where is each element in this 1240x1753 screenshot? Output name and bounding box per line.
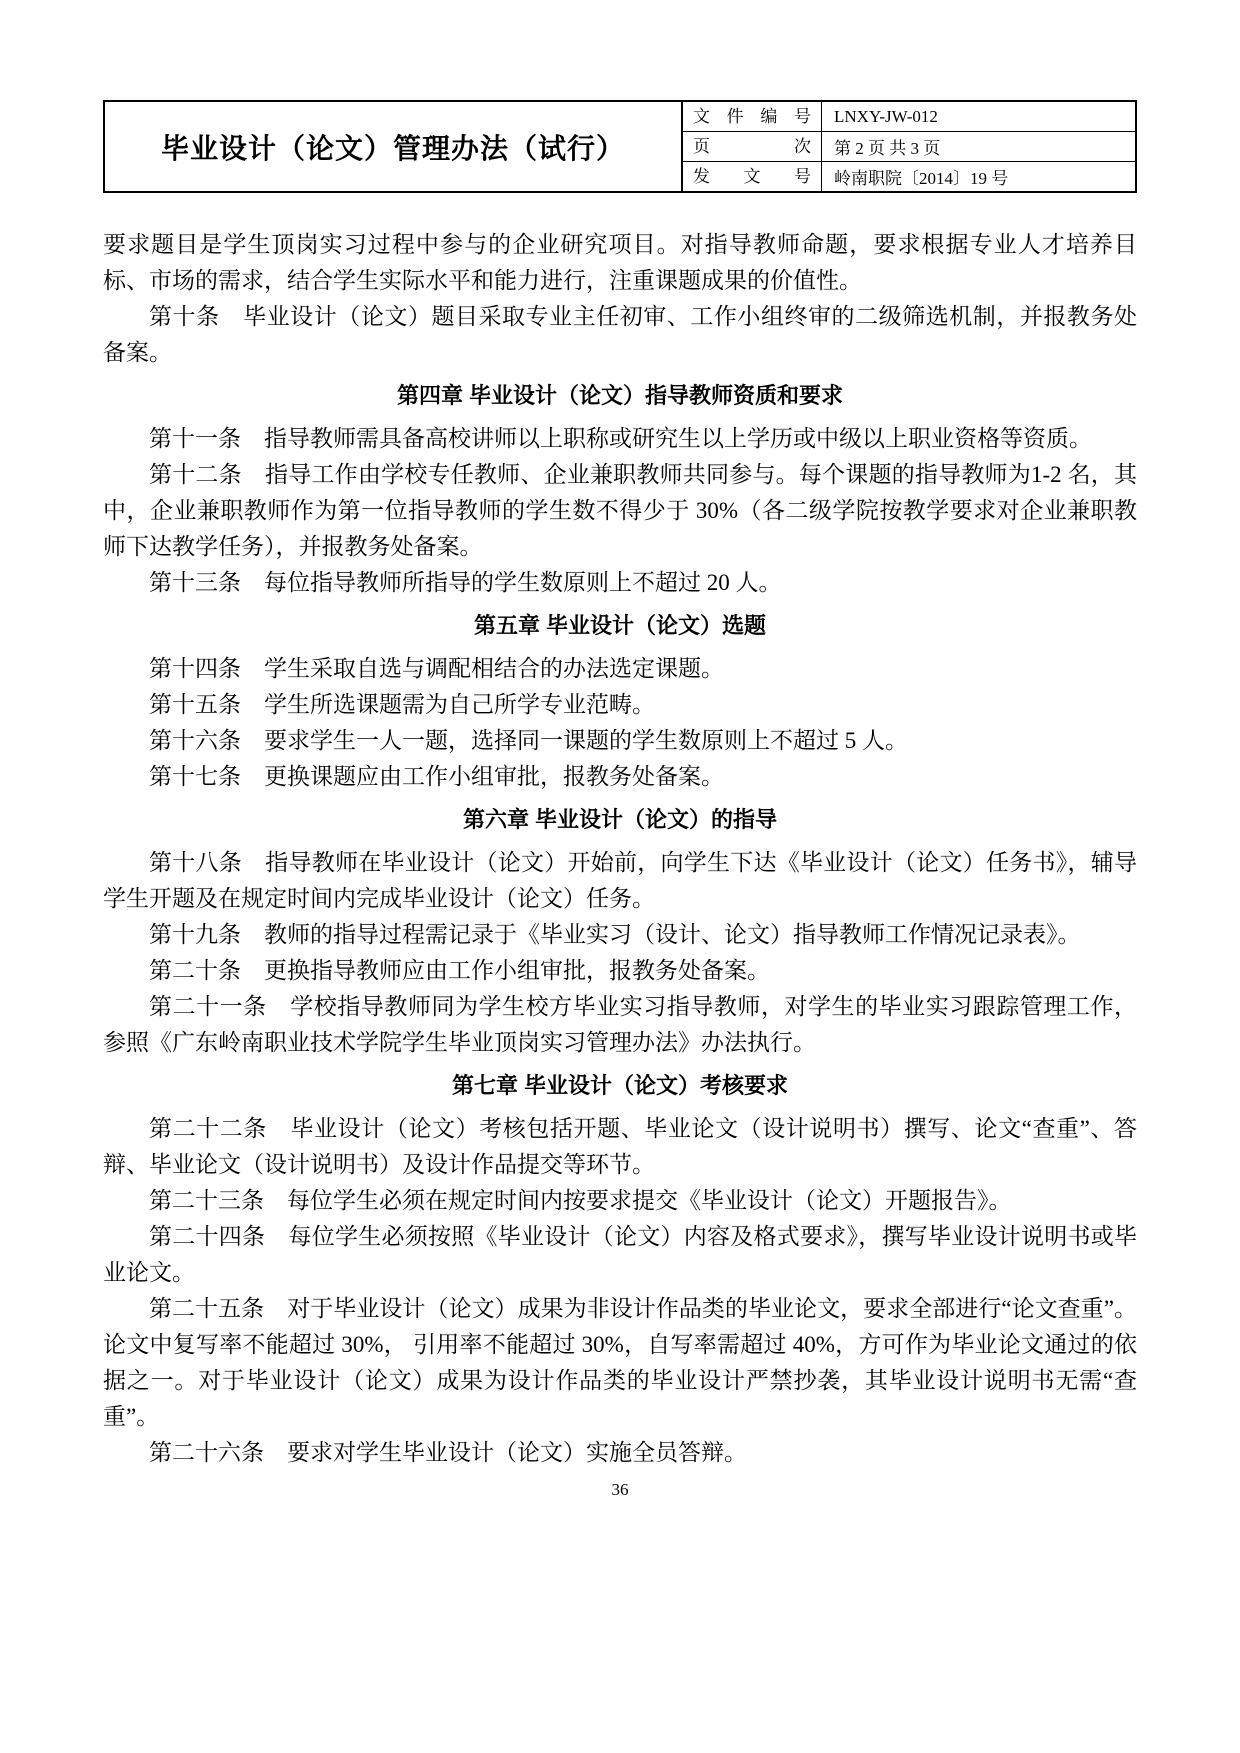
document-title: 毕业设计（论文）管理办法（试行）	[160, 133, 625, 165]
body-paragraph: 第二十一条 学校指导教师同为学生校方毕业实习指导教师，对学生的毕业实习跟踪管理工作，参照《广东岭南职业技术学院学生毕业顶岗实习管理办法》办法执行。	[103, 994, 1137, 1055]
chapter-heading: 第四章 毕业设计（论文）指导教师资质和要求	[396, 383, 844, 408]
meta-row-issue-number	[683, 162, 1135, 191]
document-meta-table	[683, 102, 1135, 191]
meta-label-text: 文件编号	[693, 106, 811, 126]
body-paragraph: 第十一条 指导教师需具备高校讲师以上职称或研究生以上学历或中级以上职业资格等资质。	[149, 426, 1092, 451]
meta-label-file-number	[683, 102, 822, 131]
meta-row-page-number	[683, 132, 1135, 162]
chapter-heading: 第六章 毕业设计（论文）的指导	[462, 807, 778, 832]
chapter-heading: 第七章 毕业设计（论文）考核要求	[451, 1073, 789, 1098]
meta-row-file-number	[683, 102, 1135, 132]
meta-label-issue-number	[683, 162, 822, 191]
body-paragraph: 第十七条 更换课题应由工作小组审批，报教务处备案。	[149, 764, 724, 789]
document-header-table	[103, 100, 1137, 193]
meta-value-issue-number: 岭南职院〔2014〕19 号	[834, 169, 1009, 188]
body-paragraph: 要求题目是学生顶岗实习过程中参与的企业研究项目。对指导教师命题，要求根据专业人才培养目标、市场的需求，结合学生实际水平和能力进行，注重课题成果的价值性。	[103, 232, 1137, 293]
body-paragraph: 第十九条 教师的指导过程需记录于《毕业实习（设计、论文）指导教师工作情况记录表》。	[149, 922, 1081, 947]
body-paragraph: 第十五条 学生所选课题需为自己所学专业范畴。	[149, 692, 655, 717]
body-paragraph: 第十二条 指导工作由学校专任教师、企业兼职教师共同参与。每个课题的指导教师为1-2 名，其中，企业兼职教师作为第一位指导教师的学生数不得少于 30%（各二级学院按教学要求对企业兼职教师下达教学任务），并报教务处备案。	[103, 462, 1137, 559]
body-paragraph: 第十三条 每位指导教师所指导的学生数原则上不超过 20 人。	[149, 570, 782, 595]
chapter-heading: 第五章 毕业设计（论文）选题	[473, 613, 767, 638]
meta-value-page-number: 第 2 页 共 3 页	[834, 139, 941, 158]
body-paragraph: 第二十五条 对于毕业设计（论文）成果为非设计作品类的毕业论文，要求全部进行“论文查重”。论文中复写率不能超过 30%， 引用率不能超过 30%，自写率需超过 40%，方可作为毕业论文通过的依据之一。对于毕业设计（论文）成果为设计作品类的毕业设计严禁抄袭，其毕业设计说明书无需“查重”。	[103, 1296, 1137, 1429]
page-number: 36	[611, 1480, 629, 1499]
body-paragraph: 第十六条 要求学生一人一题，选择同一课题的学生数原则上不超过 5 人。	[149, 728, 908, 753]
body-paragraph: 第十四条 学生采取自选与调配相结合的办法选定课题。	[149, 656, 724, 681]
meta-label-text: 页次	[693, 136, 811, 156]
page-footer	[103, 1480, 1137, 1500]
body-paragraph: 第二十条 更换指导教师应由工作小组审批，报教务处备案。	[149, 958, 770, 983]
document-body	[103, 227, 1137, 1471]
body-paragraph: 第十条 毕业设计（论文）题目采取专业主任初审、工作小组终审的二级筛选机制，并报教务处备案。	[103, 304, 1137, 365]
body-paragraph: 第十八条 指导教师在毕业设计（论文）开始前，向学生下达《毕业设计（论文）任务书》，辅导学生开题及在规定时间内完成毕业设计（论文）任务。	[103, 850, 1137, 911]
body-paragraph: 第二十三条 每位学生必须在规定时间内按要求提交《毕业设计（论文）开题报告》。	[149, 1188, 1012, 1213]
body-paragraph: 第二十四条 每位学生必须按照《毕业设计（论文）内容及格式要求》，撰写毕业设计说明书或毕业论文。	[103, 1224, 1137, 1285]
meta-value-file-number: LNXY-JW-012	[834, 106, 938, 126]
meta-label-page-number	[683, 132, 822, 161]
document-title-cell	[105, 102, 683, 191]
body-paragraph: 第二十二条 毕业设计（论文）考核包括开题、毕业论文（设计说明书）撰写、论文“查重”、答辩、毕业论文（设计说明书）及设计作品提交等环节。	[103, 1116, 1137, 1177]
body-paragraph: 第二十六条 要求对学生毕业设计（论文）实施全员答辩。	[149, 1440, 747, 1465]
meta-label-text: 发文号	[693, 166, 811, 186]
